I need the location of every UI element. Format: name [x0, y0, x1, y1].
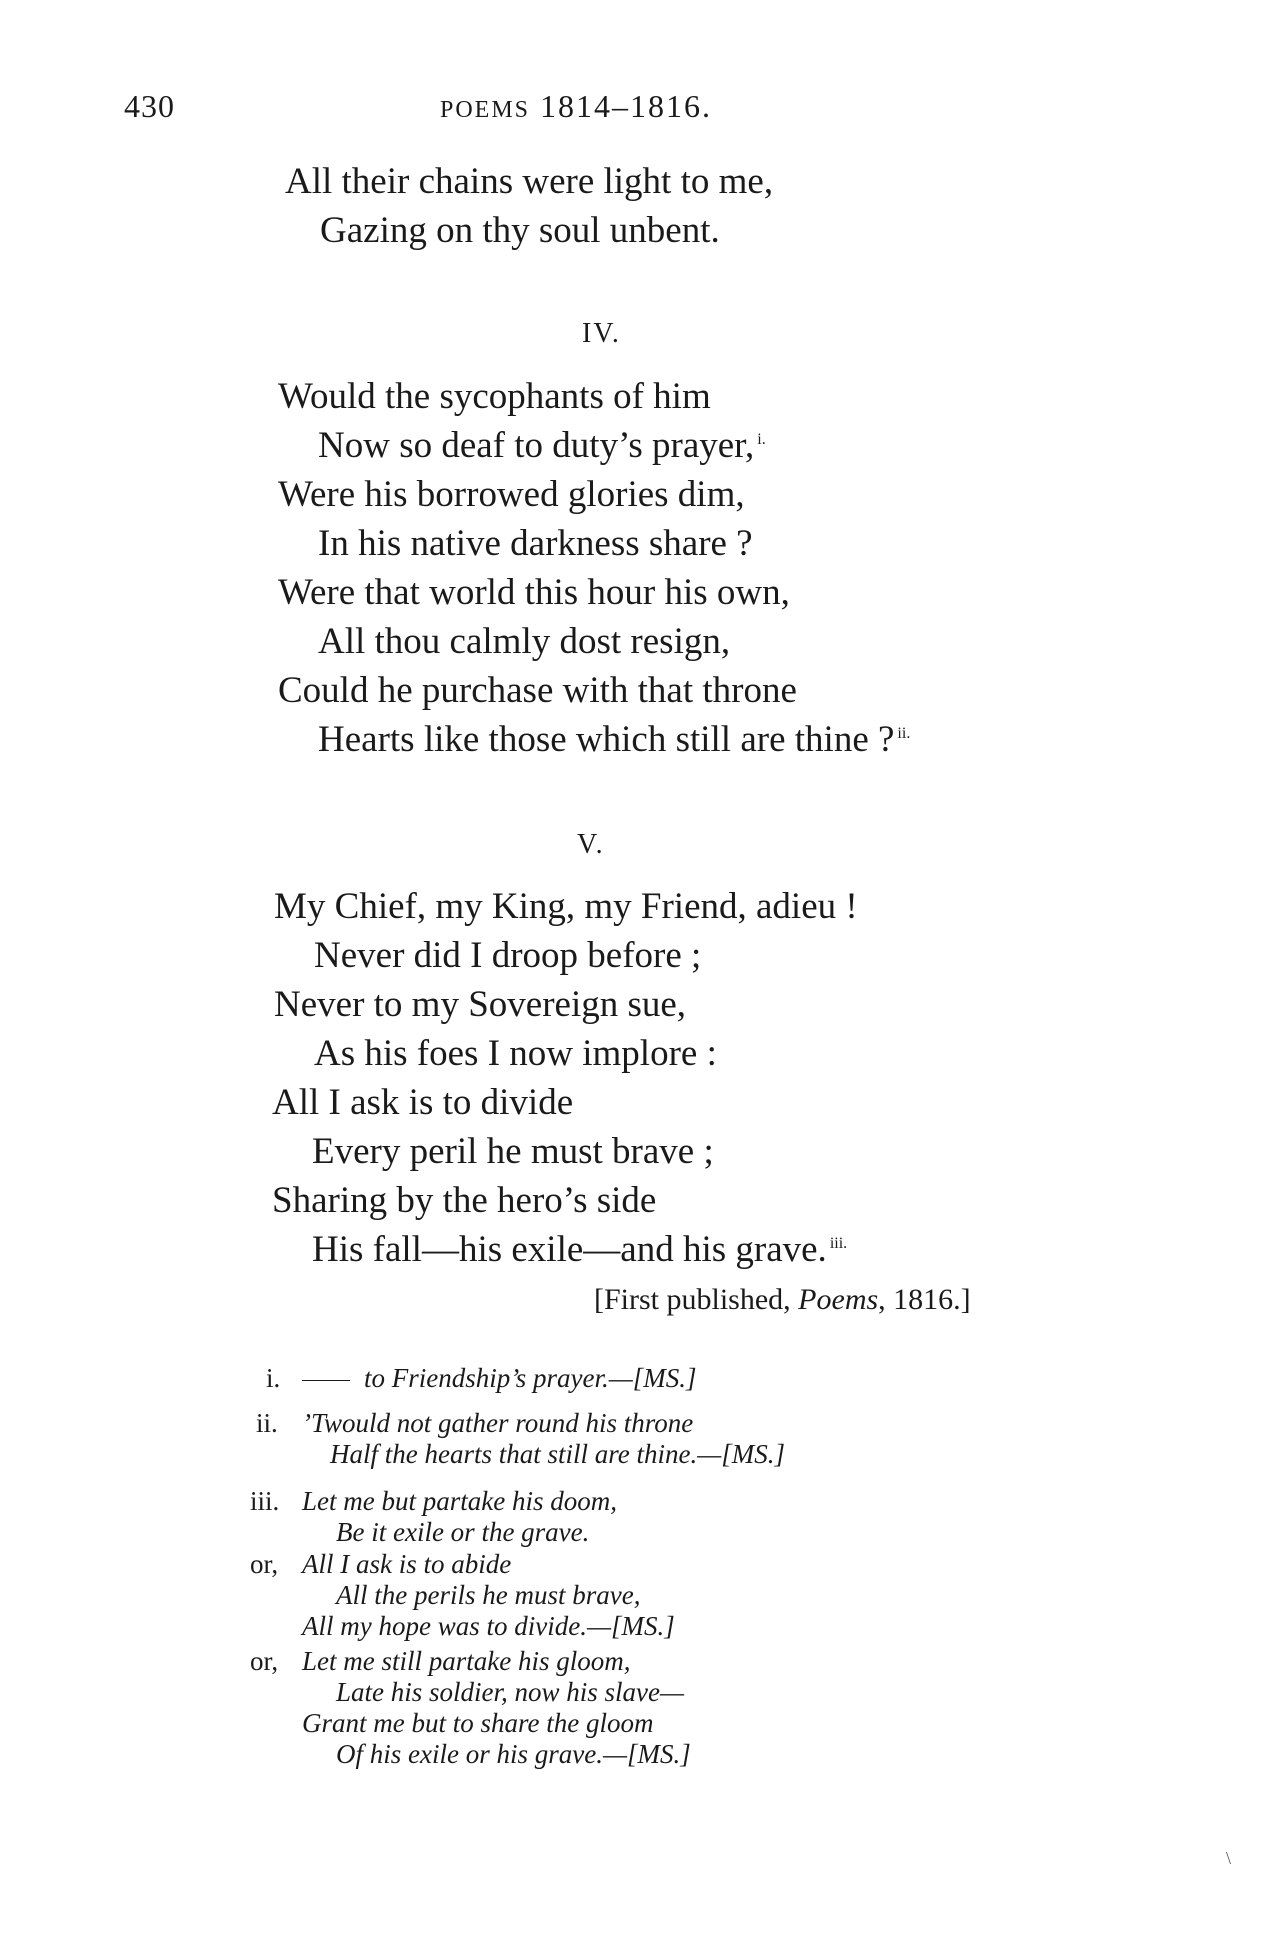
citation-work: Poems: [798, 1283, 879, 1316]
footnote-line-text: Of his exile or his grave.—[MS.]: [336, 1739, 691, 1769]
footnote-line-text: All I ask is to abide: [302, 1549, 512, 1579]
footnote-label: i.: [266, 1363, 281, 1393]
verse-line: My Chief, my King, my Friend, adieu !: [274, 886, 858, 927]
verse-line: Every peril he must brave ;: [312, 1131, 714, 1172]
footnote-line-text: Let me still partake his gloom,: [302, 1646, 631, 1676]
footnote-ref: i.: [757, 430, 766, 448]
verse-line-text: Now so deaf to duty’s prayer,: [318, 425, 755, 466]
verse-line: Were that world this hour his own,: [278, 572, 790, 613]
verse-line: Were his borrowed glories dim,: [278, 474, 745, 515]
verse-line-text: His fall—his exile—and his grave.: [312, 1229, 827, 1270]
footnote-line-text: Let me but partake his doom,: [302, 1486, 617, 1516]
footnote-line: [302, 1648, 630, 1675]
footnote-line: [302, 1613, 675, 1640]
footnote-line: [302, 1488, 617, 1515]
footnote-line: [330, 1441, 785, 1468]
verse-line: Never did I droop before ;: [314, 935, 702, 976]
verse-line: Never to my Sovereign sue,: [274, 984, 687, 1025]
footnote-line: [336, 1679, 684, 1706]
footnote-line: [336, 1582, 640, 1609]
citation-suffix: , 1816.]: [878, 1283, 971, 1316]
footnote-line-text: ’Twould not gather round his throne: [302, 1408, 694, 1438]
footnote-ref: ii.: [897, 724, 911, 742]
footnote-label: or,: [250, 1549, 279, 1579]
running-head-years: 1814–1816.: [540, 88, 713, 124]
verse-line: In his native darkness share ?: [318, 523, 753, 564]
footnote-line: [336, 1519, 589, 1546]
footnote-line: [336, 1741, 691, 1768]
page-number: 430: [124, 88, 175, 124]
verse-line: Gazing on thy soul unbent.: [320, 210, 720, 251]
footnote-line: [302, 1551, 511, 1578]
footnote-ref: iii.: [829, 1234, 848, 1252]
footnote-line: to Friendship’s prayer.—[MS.]: [364, 1363, 697, 1393]
verse-line: All their chains were light to me,: [285, 161, 774, 202]
verse-line: Sharing by the hero’s side: [272, 1180, 657, 1221]
stanza-numeral: IV.: [582, 318, 621, 349]
running-head: [440, 88, 712, 125]
footnote-text: [302, 1365, 697, 1392]
footnote-line-text: Half the hearts that still are thine.—[MS.]: [330, 1439, 785, 1469]
stanza-numeral: V.: [577, 829, 605, 860]
citation-prefix: [First published,: [594, 1283, 799, 1316]
verse-line-text: Hearts like those which still are thine ?: [318, 719, 895, 760]
verse-line: [312, 1231, 847, 1268]
verse-line: Could he purchase with that throne: [278, 670, 797, 711]
verse-line: As his foes I now implore :: [314, 1033, 717, 1074]
footnote-label: iii.: [250, 1486, 280, 1516]
footnote-line-text: All my hope was to divide.—[MS.]: [302, 1611, 675, 1641]
footnote-label: ii.: [256, 1408, 278, 1438]
footnote-line-text: Be it exile or the grave.: [336, 1517, 590, 1547]
verse-line: Would the sycophants of him: [278, 376, 711, 417]
footnote-line-text: Late his soldier, now his slave—: [336, 1677, 685, 1707]
footnote-line-text: Grant me but to share the gloom: [302, 1708, 654, 1738]
verse-line: [318, 427, 766, 464]
verse-line: [318, 721, 910, 758]
running-head-word: POEMS: [440, 97, 531, 123]
footnote-line: [302, 1410, 693, 1437]
footnote-label: or,: [250, 1646, 279, 1676]
footnote-line: [302, 1710, 653, 1737]
dash-rule: [302, 1380, 350, 1381]
stray-print-mark: \: [1226, 1848, 1232, 1868]
footnote-line-text: All the perils he must brave,: [336, 1580, 641, 1610]
publication-citation: [594, 1283, 971, 1317]
verse-line: All I ask is to divide: [272, 1082, 574, 1123]
page-header: [0, 88, 1269, 128]
verse-line: All thou calmly dost resign,: [318, 621, 731, 662]
